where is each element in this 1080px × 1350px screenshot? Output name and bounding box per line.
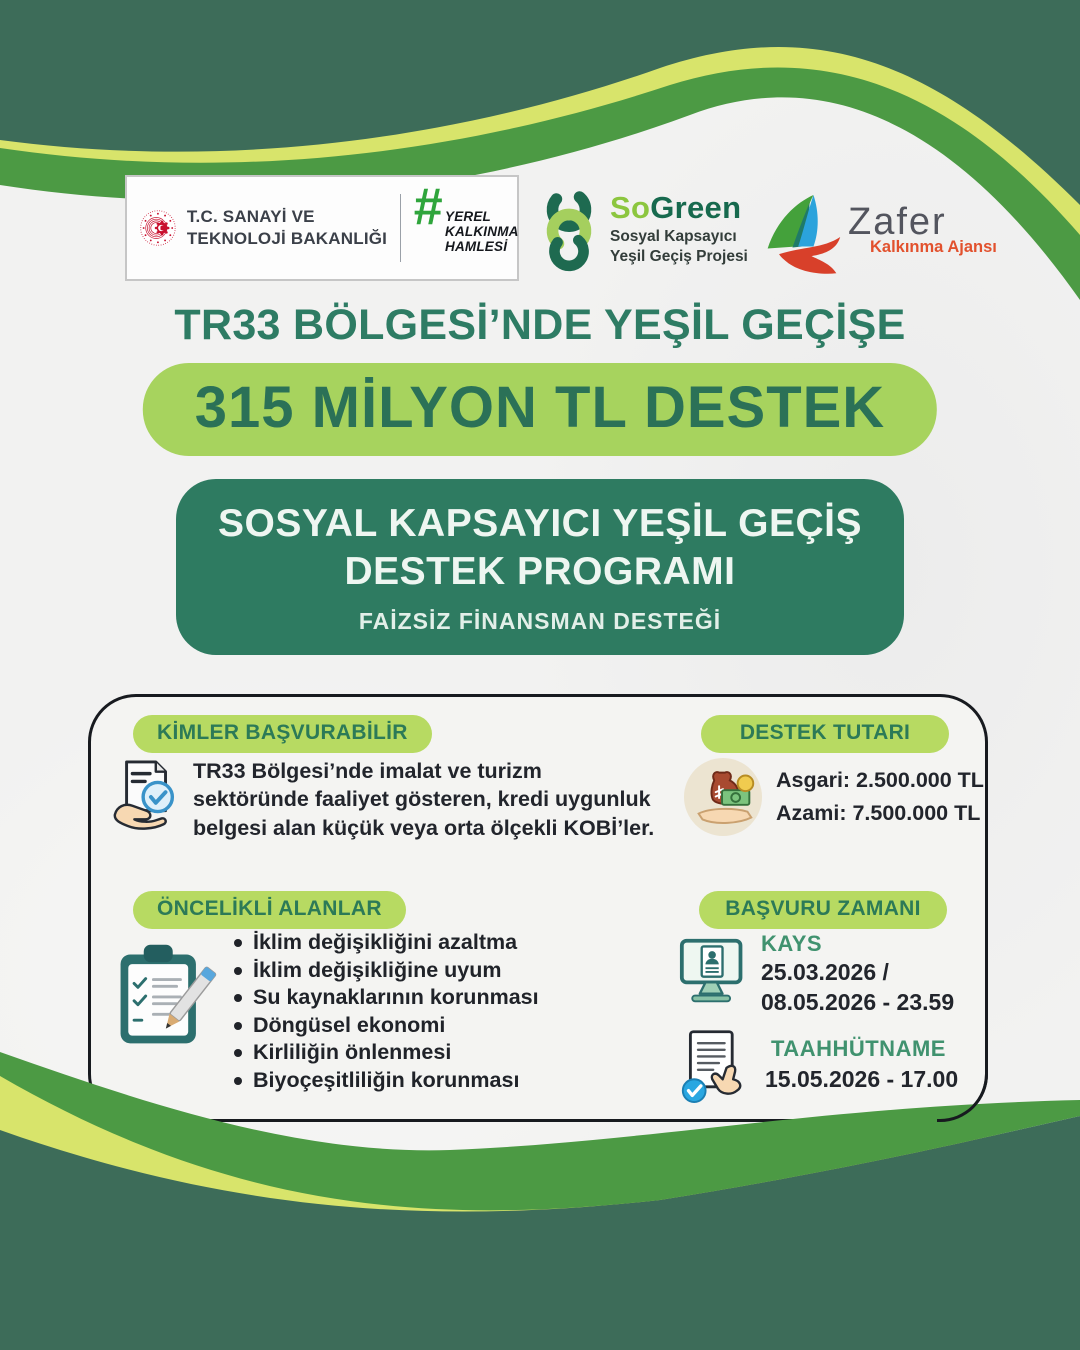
sogreen-wordmark: SoGreen (610, 190, 742, 225)
list-item: İklim değişikliğine uyum (229, 957, 539, 985)
who-can-apply-section (111, 757, 655, 842)
taahhutname-date: 15.05.2026 - 17.00 (765, 1065, 959, 1092)
who-can-apply-text: TR33 Bölgesi’nde imalat ve turizm sektöründe faaliyet gösteren, kredi uygunluk belgesi alan küçük veya orta ölçekli KOBİ’ler. (193, 759, 655, 840)
kays-schedule-section (679, 931, 954, 1018)
sogreen-logo (538, 184, 748, 276)
list-item: Kirliliğin önlenmesi (229, 1039, 539, 1067)
bottom-wave-decoration (0, 1010, 1080, 1350)
program-subtitle: FAİZSİZ FİNANSMAN DESTEĞİ (358, 607, 722, 634)
hashtag-icon: # (413, 178, 442, 236)
page-title: TR33 BÖLGESİ’NDE YEŞİL GEÇİŞE (174, 301, 906, 349)
amount-highlight-pill: 315 MİLYON TL DESTEK (143, 363, 937, 456)
kays-date-line1: 25.03.2026 / (761, 959, 889, 985)
hamle-logo-text: YEREL KALKINMA HAMLESİ (445, 209, 519, 255)
program-title-box (176, 479, 904, 655)
list-item: Biyoçeşitliliğin korunması (229, 1067, 539, 1095)
program-title-line1: SOSYAL KAPSAYICI YEŞİL GEÇİŞ (217, 502, 863, 545)
taahhutname-label: TAAHHÜTNAME (771, 1035, 946, 1061)
who-can-apply-header: KİMLER BAŞVURABİLİR (133, 715, 432, 753)
yerel-kalkinma-hamlesi-logo (413, 178, 519, 271)
zafer-wordmark: Zafer (848, 201, 947, 243)
zafer-subtitle: Kalkınma Ajansı (870, 238, 997, 256)
application-time-header: BAŞVURU ZAMANI (699, 891, 947, 929)
support-amounts (776, 764, 984, 831)
program-title-line2: DESTEK PROGRAMI (344, 550, 736, 594)
ministry-emblem-icon (139, 186, 177, 270)
ministry-logo-text: T.C. SANAYİ VE TEKNOLOJİ BAKANLIĞI (186, 206, 388, 248)
logo-divider (400, 194, 401, 262)
list-item: Su kaynaklarının korunması (229, 984, 539, 1012)
zafer-logo (760, 191, 997, 283)
ministry-logo-box (125, 175, 519, 281)
support-max: Azami: 7.500.000 TL (776, 801, 981, 825)
document-check-hand-icon (111, 757, 185, 837)
kays-date-line2: 08.05.2026 - 23.59 (761, 989, 955, 1016)
money-bag-hand-icon (683, 757, 763, 837)
zafer-sail-icon (760, 191, 844, 283)
top-wave-decoration (0, 0, 1080, 340)
support-min: Asgari: 2.500.000 TL (776, 767, 984, 792)
sogreen-subtitle: Sosyal Kapsayıcı Yeşil Geçiş Projesi (610, 228, 748, 266)
priority-areas-header: ÖNCELİKLİ ALANLAR (133, 891, 406, 929)
sogreen-icon (538, 184, 600, 276)
support-amount-section (683, 757, 984, 837)
support-amount-header: DESTEK TUTARI (701, 715, 949, 753)
computer-monitor-icon (679, 935, 749, 1007)
kays-label: KAYS (761, 931, 823, 956)
list-item: İklim değişikliğini azaltma (229, 929, 539, 957)
list-item: Döngüsel ekonomi (229, 1012, 539, 1040)
